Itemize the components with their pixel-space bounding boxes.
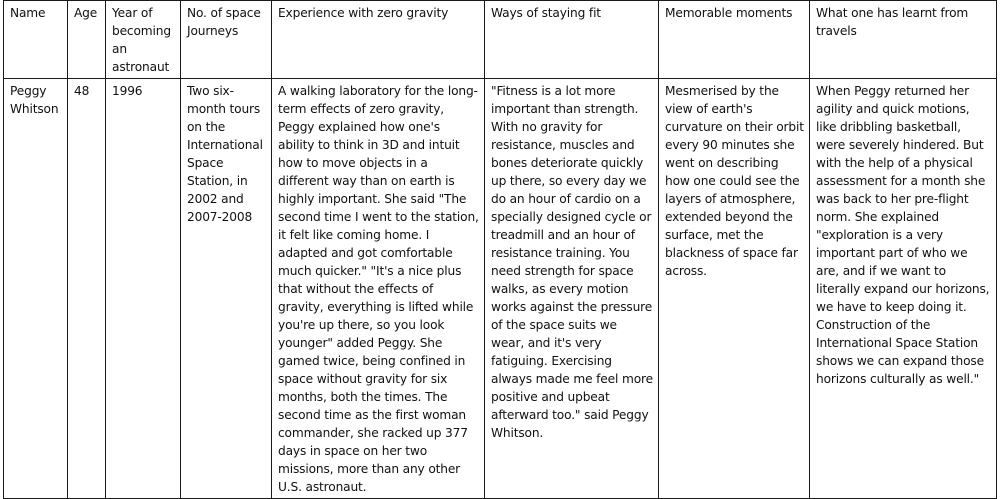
cell-year: 1996 <box>106 79 181 499</box>
header-ways-of-staying-fit: Ways of staying fit <box>485 1 659 79</box>
header-zero-gravity-experience: Experience with zero gravity <box>272 1 485 79</box>
header-row <box>4 1 997 79</box>
header-lessons-learnt: What one has learnt from travels <box>810 1 997 79</box>
cell-zero-gravity: A walking laboratory for the long-term effects of zero gravity, Peggy explained how one's ability to think in 3D and intuit how to move objects in a different way than on earth is highly important. She said "The second time I went to the station, it felt like coming home. I adapted and got comfortable much quicker." "It's a nice plus that without the effects of gravity, everything is lifted while you're up there, so you look younger" added Peggy. She gamed twice, being confined in space without gravity for six months, both the times. The second time as the first woman commander, she racked up 377 days in space on her two missions, more than any other U.S. astronaut. <box>272 79 485 499</box>
header-age: Age <box>68 1 106 79</box>
cell-journeys: Two six-month tours on the International Space Station, in 2002 and 2007-2008 <box>181 79 272 499</box>
astronaut-profile-table <box>3 0 997 499</box>
cell-memorable: Mesmerised by the view of earth's curvature on their orbit every 90 minutes she went on describing how one could see the layers of atmosphere, extended beyond the surface, met the blackness of space far across. <box>659 79 810 499</box>
header-name: Name <box>4 1 68 79</box>
cell-learnt: When Peggy returned her agility and quick motions, like dribbling basketball, were severely hindered. But with the help of a physical assessment for a month she was back to her pre-flight norm. She explained "exploration is a very important part of who we are, and if we want to literally expand our horizons, we have to keep doing it. Construction of the International Space Station shows we can expand those horizons culturally as well." <box>810 79 997 499</box>
header-space-journeys: No. of space Journeys <box>181 1 272 79</box>
header-memorable-moments: Memorable moments <box>659 1 810 79</box>
cell-age: 48 <box>68 79 106 499</box>
table-row <box>4 79 997 499</box>
header-year-of-becoming-astronaut: Year of becoming an astronaut <box>106 1 181 79</box>
cell-fitness: "Fitness is a lot more important than strength. With no gravity for resistance, muscles and bones deteriorate quickly up there, so every day we do an hour of cardio on a specially designed cycle or treadmill and an hour of resistance training. You need strength for space walks, as every motion works against the pressure of the space suits we wear, and it's very fatiguing. Exercising always made me feel more positive and upbeat afterward too." said Peggy Whitson. <box>485 79 659 499</box>
cell-name: Peggy Whitson <box>4 79 68 499</box>
